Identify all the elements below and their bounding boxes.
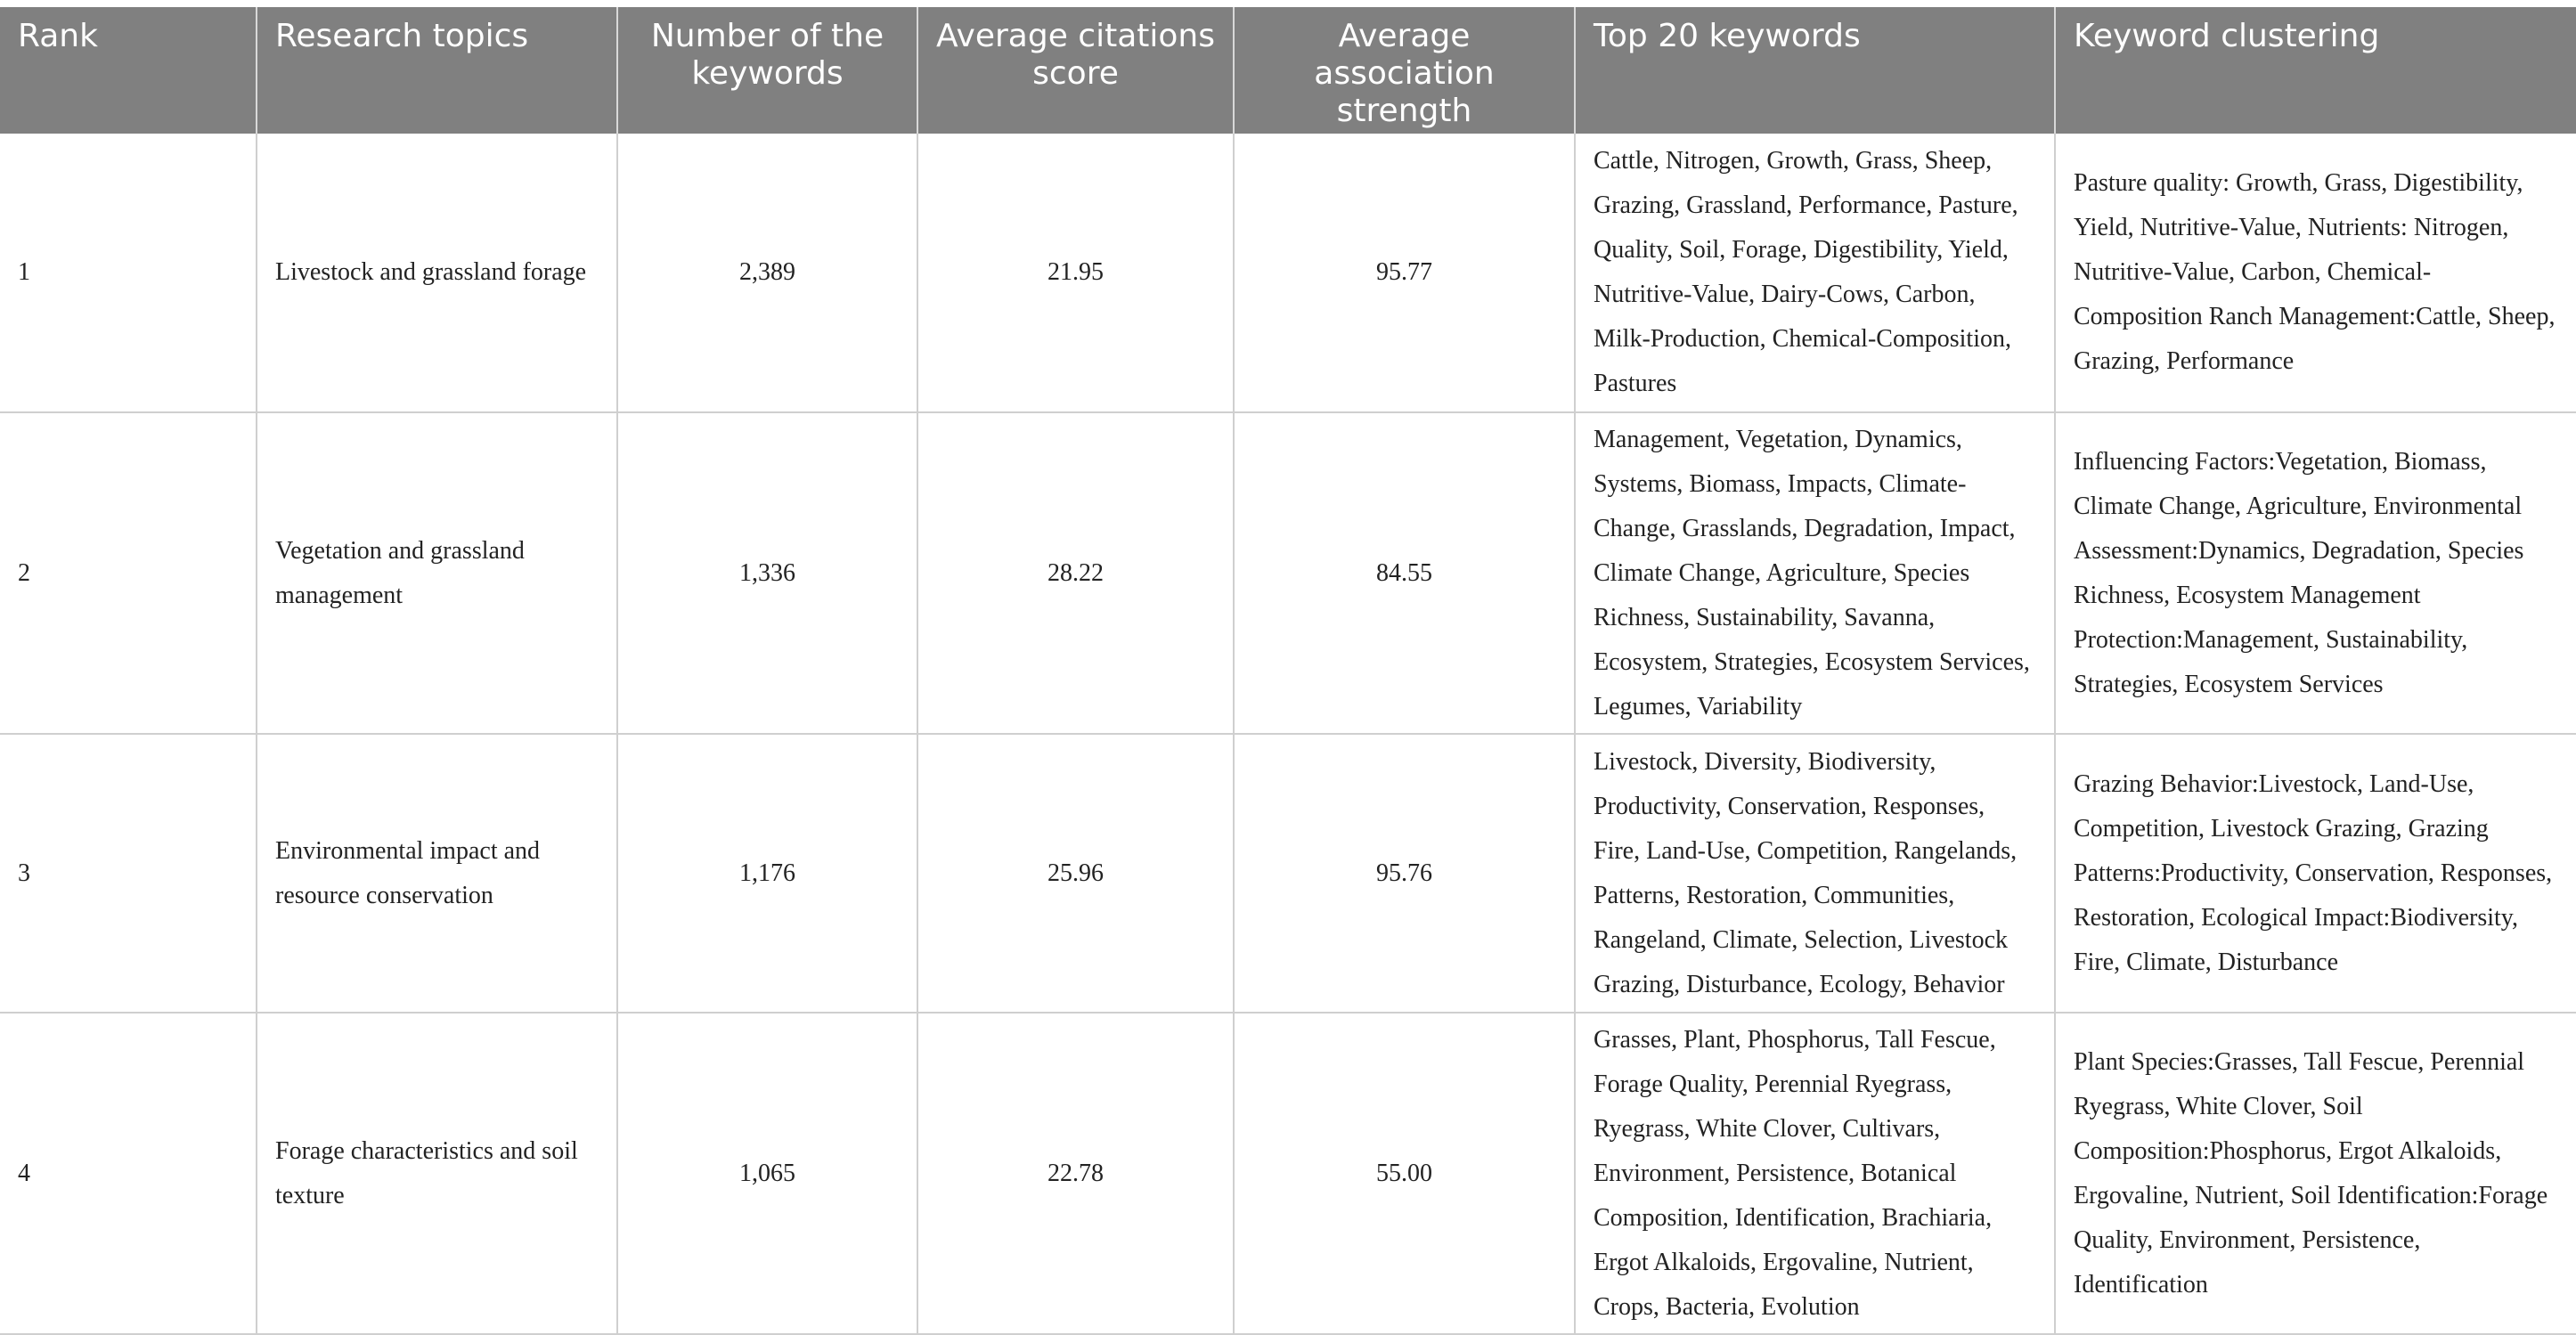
top-20-keywords-cell: Cattle, Nitrogen, Growth, Grass, Sheep, Grazing, Grassland, Performance, Pasture, Quality, Soil, Forage, Digestibility, Yield, Nutritive-Value, Dairy-Cows, Carbon, Milk-Production, Chemical-Composition, Pastures (1575, 134, 2055, 412)
table-row (0, 1013, 2576, 1334)
research-topic-cell: Livestock and grassland forage (257, 134, 617, 412)
number-of-keywords-cell: 1,176 (617, 734, 917, 1013)
table-row (0, 134, 2576, 412)
rank-cell: 2 (0, 412, 257, 734)
keyword-clustering-cell: Plant Species:Grasses, Tall Fescue, Perennial Ryegrass, White Clover, Soil Composition:Phosphorus, Ergot Alkaloids, Ergovaline, Nutrient, Soil Identification:Forage Quality, Environment, Persistence, Identification (2055, 1013, 2576, 1334)
average-citations-cell: 21.95 (917, 134, 1234, 412)
average-citations-cell: 28.22 (917, 412, 1234, 734)
header-average-association-strength: Average association strength (1234, 7, 1575, 134)
keyword-clustering-cell: Influencing Factors:Vegetation, Biomass, Climate Change, Agriculture, Environmental Assessment:Dynamics, Degradation, Species Richness, Ecosystem Management Protection:Management, Sustainability, Strategies, Ecosystem Services (2055, 412, 2576, 734)
top-20-keywords-cell: Livestock, Diversity, Biodiversity, Productivity, Conservation, Responses, Fire, Land-Use, Competition, Rangelands, Patterns, Restoration, Communities, Rangeland, Climate, Selection, Livestock Grazing, Disturbance, Ecology, Behavior (1575, 734, 2055, 1013)
table-row (0, 734, 2576, 1013)
research-topic-cell: Forage characteristics and soil texture (257, 1013, 617, 1334)
header-rank: Rank (0, 7, 257, 134)
research-topics-table (0, 7, 2576, 1335)
keyword-clustering-cell: Pasture quality: Growth, Grass, Digestibility, Yield, Nutritive-Value, Nutrients: Nitrogen, Nutritive-Value, Carbon, Chemical-Composition Ranch Management:Cattle, Sheep, Grazing, Performance (2055, 134, 2576, 412)
top-20-keywords-cell: Management, Vegetation, Dynamics, Systems, Biomass, Impacts, Climate-Change, Grasslands, Degradation, Impact, Climate Change, Agriculture, Species Richness, Sustainability, Savanna, Ecosystem, Strategies, Ecosystem Services, Legumes, Variability (1575, 412, 2055, 734)
research-topic-cell: Vegetation and grassland management (257, 412, 617, 734)
research-topic-cell: Environmental impact and resource conservation (257, 734, 617, 1013)
table-row (0, 412, 2576, 734)
average-association-cell: 84.55 (1234, 412, 1575, 734)
average-association-cell: 55.00 (1234, 1013, 1575, 1334)
research-topics-table-container (0, 7, 2576, 1335)
header-keyword-clustering: Keyword clustering (2055, 7, 2576, 134)
number-of-keywords-cell: 2,389 (617, 134, 917, 412)
rank-cell: 1 (0, 134, 257, 412)
number-of-keywords-cell: 1,065 (617, 1013, 917, 1334)
average-citations-cell: 25.96 (917, 734, 1234, 1013)
table-body (0, 134, 2576, 1334)
average-association-cell: 95.77 (1234, 134, 1575, 412)
rank-cell: 3 (0, 734, 257, 1013)
number-of-keywords-cell: 1,336 (617, 412, 917, 734)
keyword-clustering-cell: Grazing Behavior:Livestock, Land-Use, Competition, Livestock Grazing, Grazing Patterns:Productivity, Conservation, Responses, Restoration, Ecological Impact:Biodiversity, Fire, Climate, Disturbance (2055, 734, 2576, 1013)
header-average-citations-score: Average citations score (917, 7, 1234, 134)
average-citations-cell: 22.78 (917, 1013, 1234, 1334)
header-top-20-keywords: Top 20 keywords (1575, 7, 2055, 134)
header-research-topics: Research topics (257, 7, 617, 134)
header-number-of-keywords: Number of the keywords (617, 7, 917, 134)
average-association-cell: 95.76 (1234, 734, 1575, 1013)
rank-cell: 4 (0, 1013, 257, 1334)
header-row (0, 7, 2576, 134)
table-header (0, 7, 2576, 134)
top-20-keywords-cell: Grasses, Plant, Phosphorus, Tall Fescue, Forage Quality, Perennial Ryegrass, Ryegrass, White Clover, Cultivars, Environment, Persistence, Botanical Composition, Identification, Brachiaria, Ergot Alkaloids, Ergovaline, Nutrient, Crops, Bacteria, Evolution (1575, 1013, 2055, 1334)
